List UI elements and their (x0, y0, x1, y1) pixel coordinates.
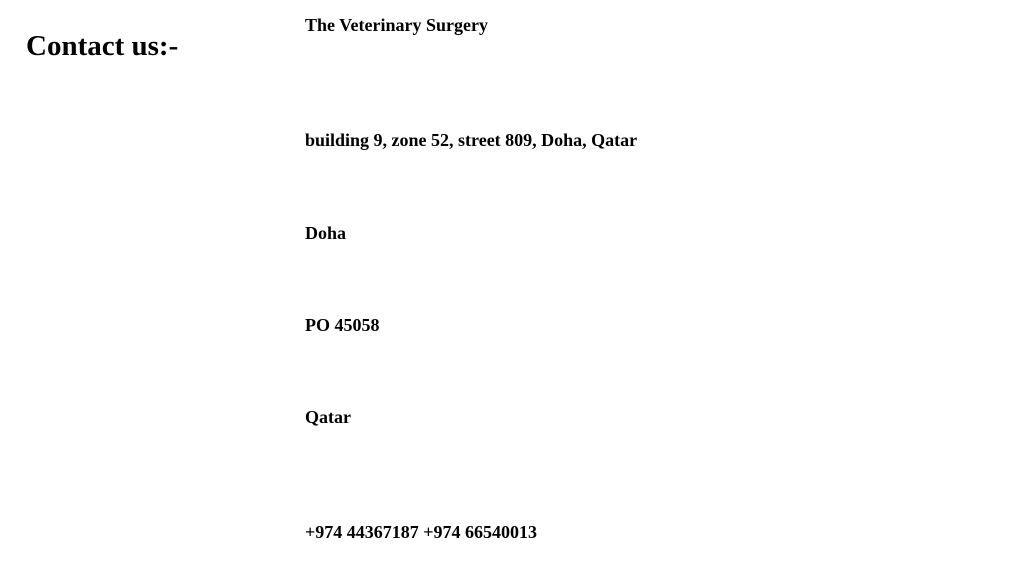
business-name: The Veterinary Surgery (305, 15, 488, 35)
phone-numbers: +974 44367187 +974 66540013 (305, 522, 538, 542)
contact-heading: Contact us:- (26, 30, 179, 62)
country: Qatar (305, 407, 351, 427)
city: Doha (305, 223, 347, 243)
po-box: PO 45058 (305, 315, 380, 335)
street-address: building 9, zone 52, street 809, Doha, Qatar (305, 130, 638, 150)
